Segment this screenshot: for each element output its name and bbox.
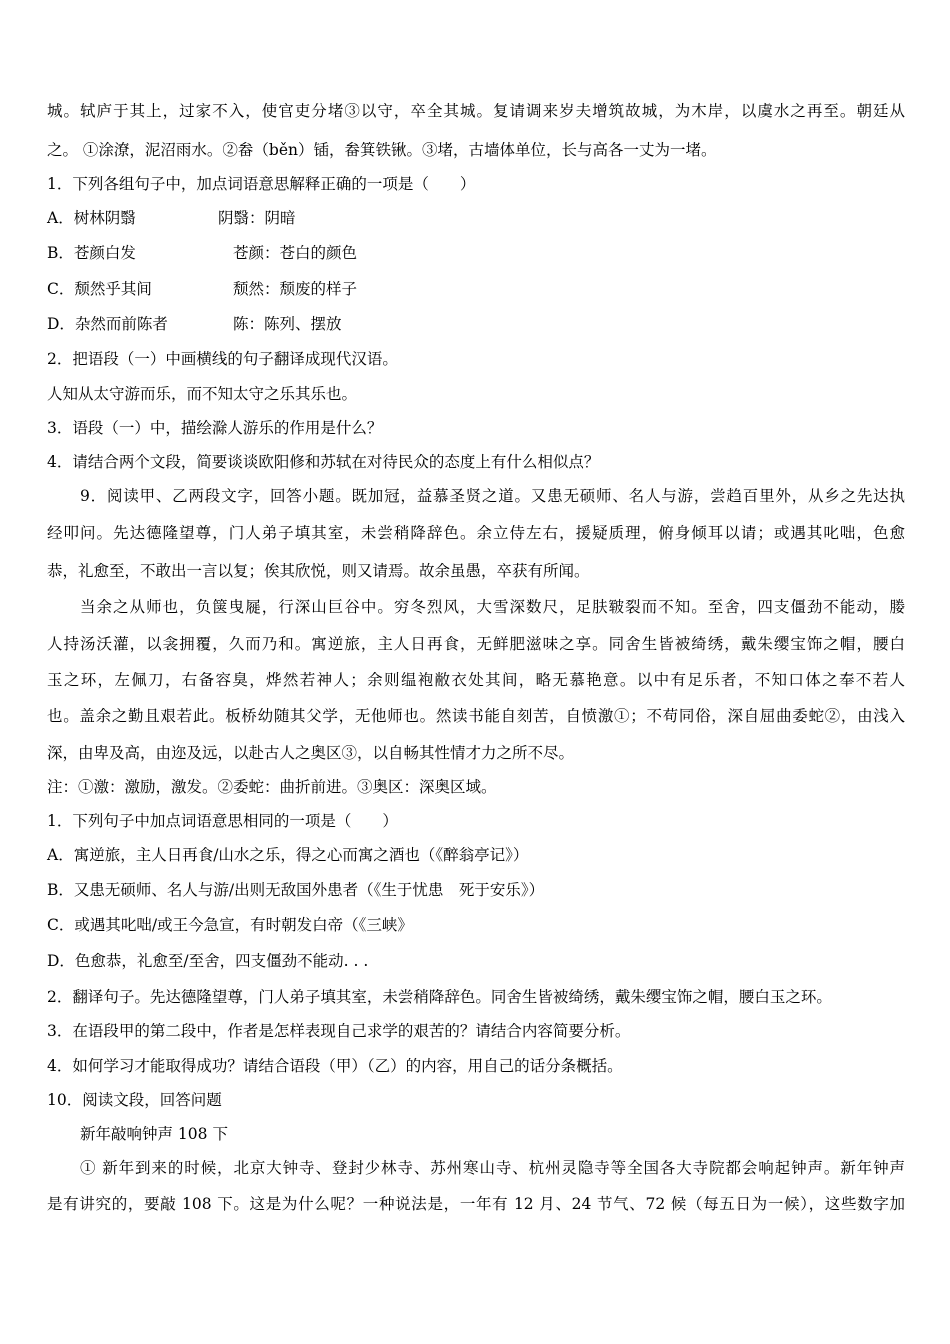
option-d-left: D．杂然而前陈者 — [47, 315, 168, 333]
question-1: 1．下列各组句子中，加点词语意思解释正确的一项是（ ） — [47, 175, 476, 193]
option-a: A．寓逆旅，主人日再食/山水之乐，得之心而寓之酒也（《醉翁亭记》） — [47, 846, 529, 864]
text-line: 人持汤沃灌，以衾拥覆，久而乃和。寓逆旅，主人日再食，无鲜肥滋味之享。同舍生皆被绮绣，戴朱缨宝饰之帽，腰白 — [47, 635, 905, 653]
text-line: 也。盖余之勤且艰若此。板桥幼随其父学，无他师也。然读书能自刻苦，自愤激①；不苟同俗，深自屈曲委蛇②，由浅入 — [47, 707, 905, 725]
text-line: ① 新年到来的时候，北京大钟寺、登封少林寺、苏州寒山寺、杭州灵隐寺等全国各大寺院都会响起钟声。新年钟声 — [80, 1159, 905, 1177]
text-line: 经叩问。先达德隆望尊，门人弟子填其室，未尝稍降辞色。余立侍左右，援疑质理，俯身倾耳以请；或遇其叱咄，色愈 — [47, 524, 905, 542]
text-line: 人知从太守游而乐，而不知太守之乐其乐也。 — [47, 385, 358, 403]
text-line: 玉之环，左佩刀，右备容臭，烨然若神人；余则缊袍敝衣处其间，略无慕艳意。以中有足乐者，不知口体之奉不若人 — [47, 671, 905, 689]
option-c-right: 颓然：颓废的样子 — [233, 280, 358, 298]
text-line: 之。 ①涂潦，泥沼雨水。②畚（běn）锸，畚箕铁锹。③堵，古墙体单位，长与高各一丈为一堵。 — [47, 141, 717, 159]
text-line: 9．阅读甲、乙两段文字，回答小题。既加冠，益慕圣贤之道。又患无硕师、名人与游，尝趋百里外，从乡之先达执 — [80, 487, 905, 505]
option-a-right: 阴翳：阴暗 — [218, 209, 296, 227]
text-line: 恭，礼愈至，不敢出一言以复；俟其欣悦，则又请焉。故余虽愚，卒获有所闻。 — [47, 562, 590, 580]
question-2: 2．翻译句子。先达德隆望尊，门人弟子填其室，未尝稍降辞色。同舍生皆被绮绣，戴朱缨宝饰之帽，腰白玉之环。 — [47, 988, 832, 1006]
option-d: D．色愈恭，礼愈至/至舍，四支僵劲不能动. . . — [47, 952, 369, 970]
text-line: 城。轼庐于其上，过家不入，使官吏分堵③以守，卒全其城。复请调来岁夫增筑故城，为木岸，以虞水之再至。朝廷从 — [47, 102, 905, 120]
question-3: 3．在语段甲的第二段中，作者是怎样表现自己求学的艰苦的？请结合内容简要分析。 — [47, 1022, 631, 1040]
text-line: 深，由卑及高，由迩及远，以赴古人之奥区③，以自畅其性情才力之所不尽。 — [47, 744, 575, 762]
question-4: 4．如何学习才能取得成功？请结合语段（甲）（乙）的内容，用自己的话分条概括。 — [47, 1057, 623, 1075]
option-c: C．或遇其叱咄/或王今急宣，有时朝发白帝（《三峡》 — [47, 916, 413, 934]
question-1: 1．下列句子中加点词语意思相同的一项是（ ） — [47, 812, 398, 830]
question-4: 4．请结合两个文段，简要谈谈欧阳修和苏轼在对待民众的态度上有什么相似点？ — [47, 453, 600, 471]
question-10: 10．阅读文段，回答问题 — [47, 1091, 222, 1109]
note-line: 注：①激：激励，激发。②委蛇：曲折前进。③奥区：深奥区域。 — [47, 778, 497, 796]
question-2: 2．把语段（一）中画横线的句子翻译成现代汉语。 — [47, 350, 398, 368]
option-c-left: C．颓然乎其间 — [47, 280, 152, 298]
option-d-right: 陈：陈列、摆放 — [233, 315, 342, 333]
option-b-left: B．苍颜白发 — [47, 244, 136, 262]
article-title: 新年敲响钟声 108 下 — [80, 1125, 228, 1143]
option-b-right: 苍颜：苍白的颜色 — [233, 244, 358, 262]
option-b: B．又患无硕师、名人与游/出则无敌国外患者（《生于忧患 死于安乐》） — [47, 881, 545, 899]
question-3: 3．语段（一）中，描绘滁人游乐的作用是什么？ — [47, 419, 383, 437]
text-line: 是有讲究的，要敲 108 下。这是为什么呢？一种说法是，一年有 12 月、24 节气、72 候（每五日为一候），这些数字加 — [47, 1195, 905, 1213]
option-a-left: A．树林阴翳 — [47, 209, 136, 227]
text-line: 当余之从师也，负箧曳屣，行深山巨谷中。穷冬烈风，大雪深数尺，足肤皲裂而不知。至舍，四支僵劲不能动，媵 — [80, 598, 905, 616]
